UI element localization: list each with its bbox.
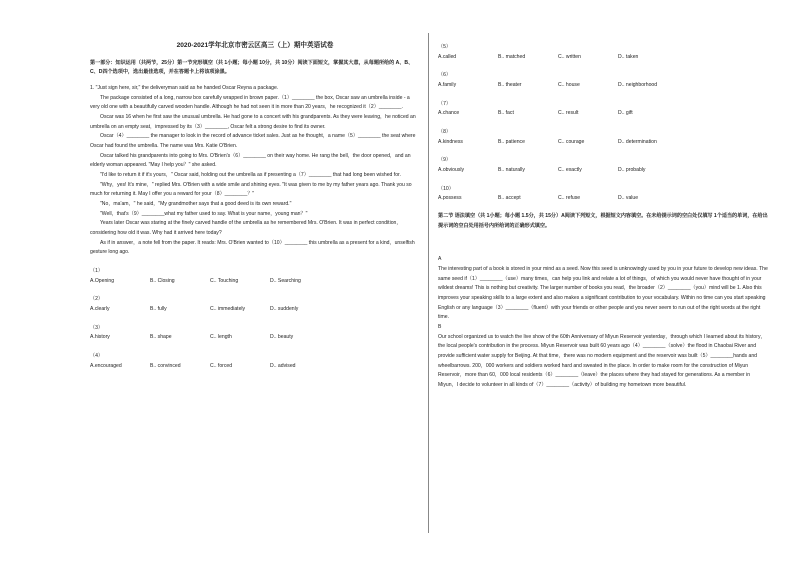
answer-option[interactable]: D.. neighborhood [618, 82, 658, 89]
options-row [90, 362, 420, 372]
question-number: （8） [438, 129, 452, 136]
question-block [90, 295, 420, 314]
question-number: （7） [438, 100, 452, 107]
question-block [90, 324, 420, 343]
answer-option[interactable]: C.. forced [210, 362, 233, 369]
question-number: （3） [90, 324, 104, 331]
answer-option[interactable]: B.. convinced [150, 362, 181, 369]
answer-option[interactable]: B.. Closing [150, 277, 175, 284]
passage-paragraph: Years later Oscar was staring at the finely carved handle of the umbrella as he remembered Mrs. O'Brien. It was in perfect condition，considering how old it was. Why had it arrived here today? [90, 220, 402, 236]
options-row [438, 81, 768, 91]
question-block [438, 156, 768, 175]
answer-option[interactable]: B.. matched [498, 53, 526, 60]
options-row [438, 53, 768, 63]
answer-option[interactable]: A.kindness [438, 138, 463, 145]
options-row [438, 138, 768, 148]
answer-option[interactable]: A.Opening [90, 277, 115, 284]
passage-paragraph: As if in answer，a note fell from the paper. It reads: Mrs. O'Brien wanted to（10）________ this umbrella as a present for a kind，unselfish gesture long ago. [90, 239, 415, 256]
question-number: （2） [90, 296, 104, 303]
left-column [90, 40, 420, 371]
right-column [438, 34, 768, 391]
passage-paragraph: The package consisted of a long, narrow box carefully wrapped in brown paper.（1）________ the box, Oscar saw an umbrella inside - a very old one with a beautifully carved wooden handle. Although he had not seen it in more than 20 years，he recognized it（2）________. [90, 94, 410, 111]
passage-paragraph: "I'd like to return it if it's yours，" Oscar said, holding out the umbrella as if presenting a（7）________ that had long been wished for. [100, 171, 401, 178]
answer-option[interactable]: D.. gift [618, 110, 633, 117]
answer-option[interactable]: C.. result [558, 110, 579, 117]
answer-option[interactable]: A.possess [438, 195, 462, 202]
passage-paragraph: Oscar（4）________ the manager to look in the record of advance ticket sales. Just as he thought，a name（5）________ the seat where Oscar had found the umbrella. The name was Mrs. Katie O'Brien. [90, 133, 416, 149]
question-number: （10） [438, 185, 454, 192]
question-number: （4） [90, 352, 104, 359]
questions-right [438, 43, 768, 204]
answer-option[interactable]: B.. accept [498, 195, 521, 202]
answer-option[interactable]: A.clearly [90, 305, 110, 312]
exam-title: 2020-2021学年北京市密云区高三（上）期中英语试卷 [176, 42, 334, 49]
answer-option[interactable]: D.. beauty [270, 334, 294, 341]
question-block [438, 128, 768, 147]
passage-paragraph: "Well，that's（9）________what my father used to say. What is your name，young man？" [100, 210, 308, 217]
answer-option[interactable]: B.. fully [150, 305, 167, 312]
answer-option[interactable]: B.. naturally [498, 167, 525, 174]
options-row [438, 194, 768, 204]
answer-option[interactable]: C.. written [558, 53, 581, 60]
answer-option[interactable]: C.. courage [558, 138, 585, 145]
question-block [438, 185, 768, 204]
part-b-label: B [438, 324, 442, 331]
passage-paragraph: 1. "Just sign here, sir," the deliveryman said as he handed Oscar Reyna a package. [90, 84, 279, 91]
options-row [90, 305, 420, 315]
passage-paragraph: Oscar was 16 when he first saw the unusual umbrella. He had gone to a concert with his grandparents. As they were leaving，he noticed an umbrella on an empty seat，impressed by its（3）________, Oscar felt a strong desire to find its owner. [90, 113, 416, 130]
passage-paragraph: "Why，yes! It's mine，" replied Mrs. O'Brien with a wide smile and shining eyes. "It was given to me by my father years ago. Thank you so much for returning it. May I offer you a reward for your（8）________？" [90, 181, 412, 198]
section1-instructions: 第一部分：知识运用（共两节，25分）第一节完形填空（共 1小题；每小题 10分，共 10分）阅读下面短文，掌握其大意，从每题所给的 A、B、C、D四个选项中，选出最佳选项，并在答题卡上将该项涂黑。 [90, 59, 414, 76]
part-a-label: A [438, 256, 442, 263]
section2-instructions: 第二节 语法填空（共 1小题；每小题 1.5分，共 15分）A阅读下列短文，根据短文内容填空。在未给提示词的空白处仅填写 1个适当的单词，在给出提示词的空白处用括号内所给词的正确形式填空。 [438, 213, 768, 229]
column-divider [428, 33, 429, 533]
answer-option[interactable]: C.. exactly [558, 167, 582, 174]
answer-option[interactable]: D.. advised [270, 362, 296, 369]
answer-option[interactable]: D.. determination [618, 138, 657, 145]
question-block [438, 43, 768, 62]
passage-paragraph: "No，ma'am，" he said，"My grandmother says that a good deed is its own reward." [100, 200, 292, 207]
question-number: （5） [438, 44, 452, 50]
answer-option[interactable]: C.. house [558, 82, 580, 89]
answer-option[interactable]: C.. length [210, 334, 232, 341]
part-b-text: Our school organized us to watch the live show of the 60th Anniversary of Miyun Reservoir yesterday，through which I learned about its history，the local people's contribution in the process. Miyun Reservoir was built 60 years ago（4）________（solve）the flood in Chaobai River and provide sufficient water supply for Beijing. At that time，there was no modern equipment and the reservoir was built（5）________hands and wheelbarrows. 200，000 workers and soldiers worked hard and sweated in the place. In order to make room for the construction of Miyun Reservoir，more than 60，000 local residents（6）________（leave）the places where they had stayed for generations. As a member in Miyun，I decide to volunteer in all kinds of（7）________（activity）of building my hometown more beautiful. [438, 333, 766, 389]
answer-option[interactable]: A.encouraged [90, 362, 122, 369]
answer-option[interactable]: A.chance [438, 110, 460, 117]
answer-option[interactable]: D.. taken [618, 53, 639, 60]
answer-option[interactable]: C.. immediately [210, 305, 246, 312]
question-block [90, 352, 420, 371]
part-a-text: The interesting part of a book is stored in your mind as a seed. Now this seed is unknowingly used by you in your future to develop new ideas. The same seed if（1）________（use）many times，can help you link and relate a lot of things，of which you would never have thought of in your wildest dreams! This is nothing but creativity. The larger number of books you read，the broader（2）________（you）mind will be 1. Also this improves your speaking skills to a large extent and also makes a significant contribution to your vocabulary. Within no time can you start speaking English or any language（3）________（fluent）with your friends or other people and you never seem to run out of the right words at the right time. [438, 266, 768, 321]
passage-paragraph: Oscar talked his grandparents into going to Mrs. O'Brien's（6）________ on their way home. He rang the bell，the door opened，and an elderly woman appeared. "May I help you？" she asked. [90, 152, 411, 169]
answer-option[interactable]: D.. value [618, 195, 639, 202]
options-row [438, 166, 768, 176]
answer-option[interactable]: C.. refuse [558, 195, 581, 202]
answer-option[interactable]: A.obviously [438, 167, 465, 174]
question-block [438, 71, 768, 90]
question-number: （1） [90, 267, 104, 274]
question-block [90, 267, 420, 286]
answer-option[interactable]: D.. Searching [270, 277, 301, 284]
question-number: （6） [438, 72, 452, 79]
questions-left [90, 267, 420, 371]
answer-option[interactable]: C.. Touching [210, 277, 239, 284]
options-row [438, 109, 768, 119]
answer-option[interactable]: D.. suddenly [270, 305, 299, 312]
answer-option[interactable]: A.family [438, 82, 457, 89]
answer-option[interactable]: D.. probably [618, 167, 646, 174]
options-row [90, 277, 420, 287]
question-number: （9） [438, 157, 452, 164]
answer-option[interactable]: B.. patience [498, 138, 525, 145]
cloze-passage [90, 84, 420, 258]
question-block [438, 100, 768, 119]
answer-option[interactable]: A.called [438, 53, 457, 60]
answer-option[interactable]: B.. theater [498, 82, 522, 89]
answer-option[interactable]: A.history [90, 334, 110, 341]
answer-option[interactable]: B.. shape [150, 334, 172, 341]
options-row [90, 333, 420, 343]
answer-option[interactable]: B.. fact [498, 110, 514, 117]
